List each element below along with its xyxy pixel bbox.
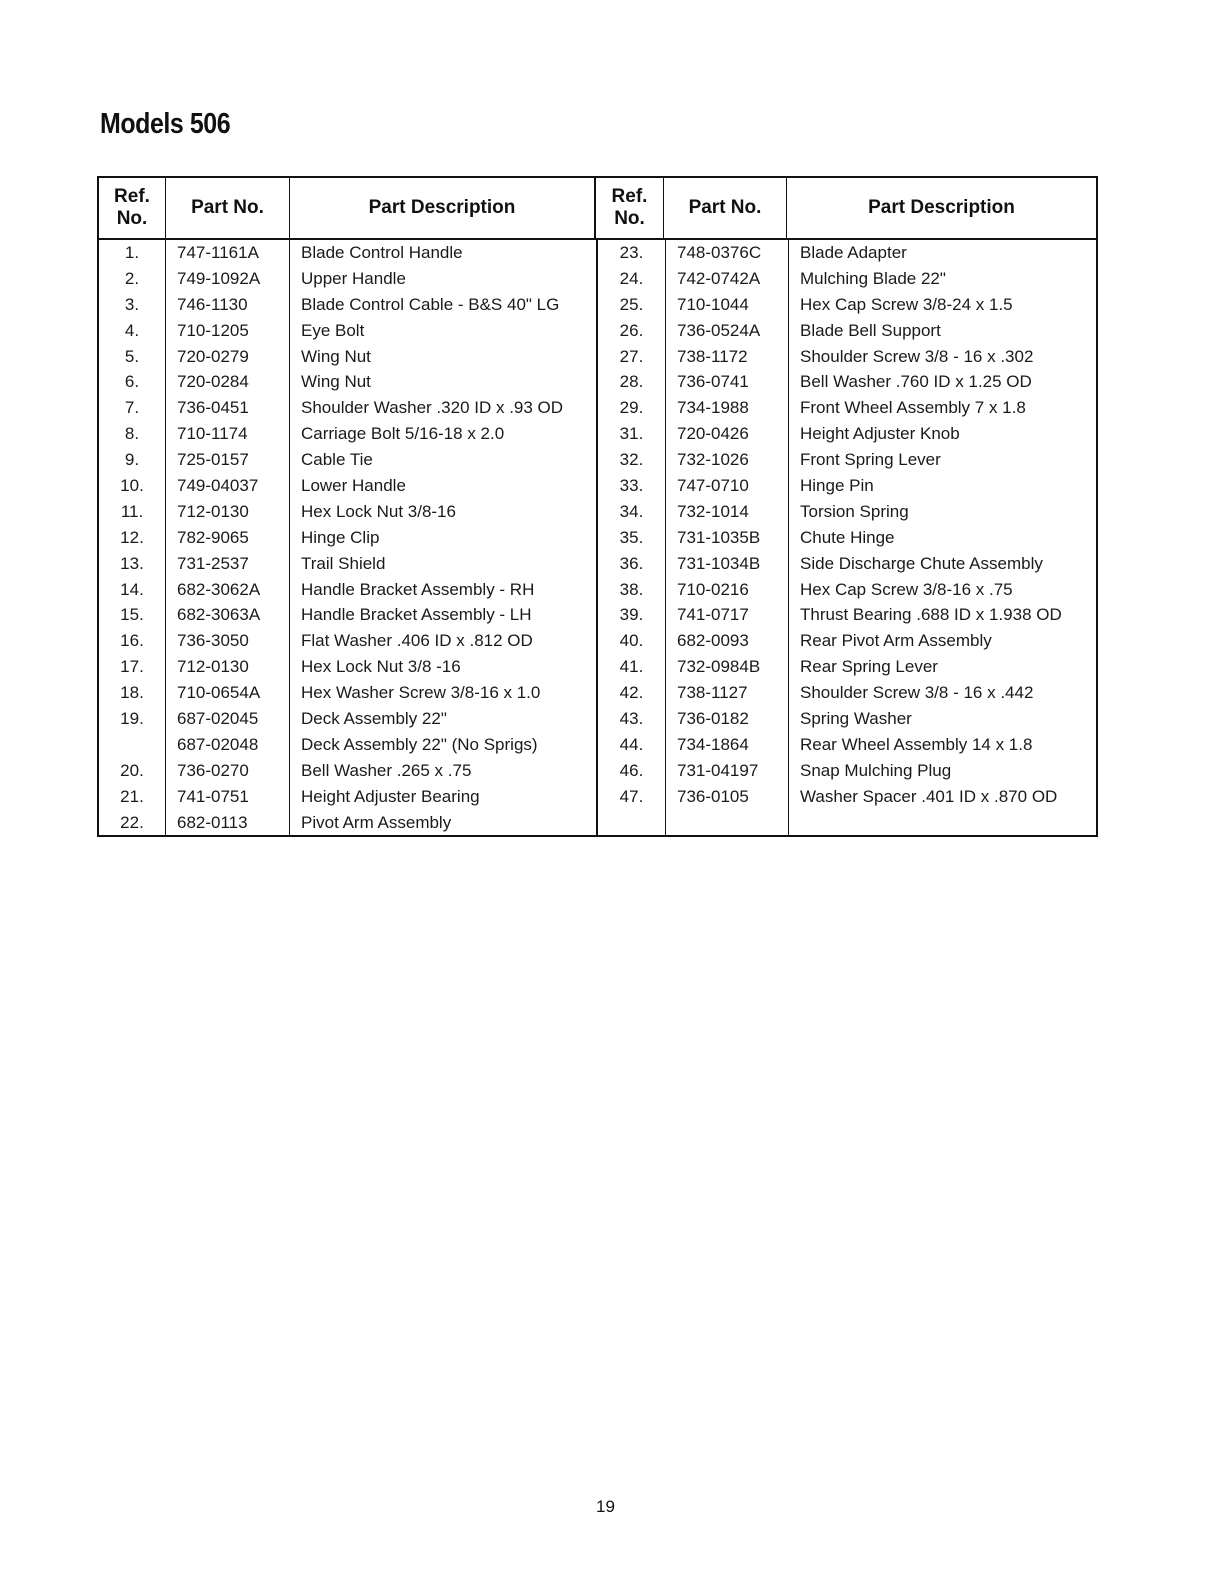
part-no-cell: 725-0157 xyxy=(166,447,290,473)
part-description-cell: Hinge Clip xyxy=(301,527,380,547)
ref-no-cell: 41. xyxy=(598,654,666,680)
part-no-cell: 748-0376C xyxy=(666,240,789,266)
part-no-cell: 731-1035B xyxy=(666,525,789,551)
table-row xyxy=(598,758,1098,784)
ref-no-cell: 26. xyxy=(598,318,666,344)
part-description-cell: Height Adjuster Bearing xyxy=(301,786,480,806)
ref-no-cell: 13. xyxy=(99,551,166,577)
part-no-cell: 749-1092A xyxy=(166,266,290,292)
empty-cell xyxy=(666,810,789,836)
part-description-cell: Blade Bell Support xyxy=(800,320,941,340)
parts-table xyxy=(97,176,1098,837)
part-no-cell: 682-0113 xyxy=(166,810,290,836)
part-no-cell: 682-0093 xyxy=(666,628,789,654)
part-no-cell: 732-1014 xyxy=(666,499,789,525)
part-description-cell: Spring Washer xyxy=(800,709,912,729)
table-row xyxy=(99,395,596,421)
table-row xyxy=(598,369,1098,395)
part-no-cell: 741-0717 xyxy=(666,602,789,628)
table-row xyxy=(598,628,1098,654)
part-no-cell: 732-0984B xyxy=(666,654,789,680)
part-no-cell: 710-0216 xyxy=(666,577,789,603)
table-row xyxy=(99,525,596,551)
table-filler xyxy=(598,810,1098,836)
table-row xyxy=(598,292,1098,318)
table-row xyxy=(99,577,596,603)
part-no-cell: 736-0182 xyxy=(666,706,789,732)
table-row xyxy=(99,266,596,292)
ref-no-cell: 35. xyxy=(598,525,666,551)
empty-cell xyxy=(598,810,666,836)
table-row xyxy=(598,577,1098,603)
part-no-cell: 710-1044 xyxy=(666,292,789,318)
part-description-cell: Rear Wheel Assembly 14 x 1.8 xyxy=(800,734,1033,754)
part-description-cell: Mulching Blade 22" xyxy=(800,268,946,288)
part-description-cell: Thrust Bearing .688 ID x 1.938 OD xyxy=(800,605,1062,625)
header-ref-no-right: Ref. No. xyxy=(596,178,664,238)
part-no-cell: 712-0130 xyxy=(166,654,290,680)
part-no-cell: 741-0751 xyxy=(166,784,290,810)
part-description-cell: Pivot Arm Assembly xyxy=(301,812,452,832)
part-description-cell: Shoulder Screw 3/8 - 16 x .302 xyxy=(800,346,1034,366)
ref-no-cell: 9. xyxy=(99,447,166,473)
table-row xyxy=(99,732,596,758)
table-row xyxy=(598,240,1098,266)
table-row xyxy=(99,628,596,654)
part-no-cell: 682-3062A xyxy=(166,577,290,603)
part-description-cell: Deck Assembly 22" xyxy=(301,709,447,729)
table-row xyxy=(598,706,1098,732)
ref-no-cell: 18. xyxy=(99,680,166,706)
part-no-cell: 720-0284 xyxy=(166,369,290,395)
ref-no-cell: 12. xyxy=(99,525,166,551)
part-no-cell: 720-0279 xyxy=(166,344,290,370)
part-no-cell: 731-04197 xyxy=(666,758,789,784)
part-description-cell: Flat Washer .406 ID x .812 OD xyxy=(301,631,533,651)
ref-no-cell: 2. xyxy=(99,266,166,292)
part-no-cell: 710-1205 xyxy=(166,318,290,344)
part-no-cell: 720-0426 xyxy=(666,421,789,447)
ref-no-cell: 47. xyxy=(598,784,666,810)
part-description-cell: Shoulder Screw 3/8 - 16 x .442 xyxy=(800,683,1034,703)
part-no-cell: 731-1034B xyxy=(666,551,789,577)
part-description-cell: Snap Mulching Plug xyxy=(800,760,952,780)
part-no-cell: 710-0654A xyxy=(166,680,290,706)
part-description-cell: Handle Bracket Assembly - LH xyxy=(301,605,532,625)
ref-no-cell: 7. xyxy=(99,395,166,421)
ref-no-cell: 32. xyxy=(598,447,666,473)
table-row xyxy=(598,602,1098,628)
table-header xyxy=(99,178,1096,240)
ref-no-cell: 23. xyxy=(598,240,666,266)
part-description-cell: Blade Control Cable - B&S 40" LG xyxy=(301,294,560,314)
part-no-cell: 749-04037 xyxy=(166,473,290,499)
table-row xyxy=(99,447,596,473)
ref-no-cell: 6. xyxy=(99,369,166,395)
part-description-cell: Side Discharge Chute Assembly xyxy=(800,553,1043,573)
table-row xyxy=(598,318,1098,344)
part-description-cell: Bell Washer .265 x .75 xyxy=(301,760,472,780)
ref-no-cell: 14. xyxy=(99,577,166,603)
table-left-half xyxy=(99,240,598,835)
part-description-cell: Height Adjuster Knob xyxy=(800,424,960,444)
part-no-cell: 687-02048 xyxy=(166,732,290,758)
part-description-cell: Cable Tie xyxy=(301,450,373,470)
table-row xyxy=(99,602,596,628)
ref-no-cell: 24. xyxy=(598,266,666,292)
table-row xyxy=(99,680,596,706)
part-no-cell: 747-1161A xyxy=(166,240,290,266)
part-description-cell: Upper Handle xyxy=(301,268,406,288)
table-row xyxy=(598,421,1098,447)
table-row xyxy=(598,499,1098,525)
header-part-no-right: Part No. xyxy=(664,178,787,238)
part-no-cell: 734-1864 xyxy=(666,732,789,758)
table-row xyxy=(99,344,596,370)
part-description-cell: Lower Handle xyxy=(301,476,406,496)
part-description-cell: Rear Spring Lever xyxy=(800,657,938,677)
ref-no-cell: 43. xyxy=(598,706,666,732)
ref-no-cell: 40. xyxy=(598,628,666,654)
table-row xyxy=(598,395,1098,421)
header-ref-no-left: Ref. No. xyxy=(99,178,166,238)
ref-no-cell: 29. xyxy=(598,395,666,421)
table-row xyxy=(99,473,596,499)
ref-no-cell: 34. xyxy=(598,499,666,525)
part-description-cell: Shoulder Washer .320 ID x .93 OD xyxy=(301,398,564,418)
table-row xyxy=(598,551,1098,577)
part-no-cell: 782-9065 xyxy=(166,525,290,551)
ref-no-cell: 21. xyxy=(99,784,166,810)
part-description-cell: Hex Lock Nut 3/8 -16 xyxy=(301,657,461,677)
part-no-cell: 747-0710 xyxy=(666,473,789,499)
table-row xyxy=(598,266,1098,292)
table-row xyxy=(99,784,596,810)
part-no-cell: 738-1127 xyxy=(666,680,789,706)
part-description-cell: Blade Control Handle xyxy=(301,243,463,262)
table-row xyxy=(598,654,1098,680)
part-description-cell: Chute Hinge xyxy=(800,527,895,547)
part-no-cell: 736-0105 xyxy=(666,784,789,810)
part-no-cell: 746-1130 xyxy=(166,292,290,318)
part-description-cell: Wing Nut xyxy=(301,346,371,366)
ref-no-cell: 28. xyxy=(598,369,666,395)
part-description-cell: Hex Washer Screw 3/8-16 x 1.0 xyxy=(301,683,541,703)
ref-no-cell: 31. xyxy=(598,421,666,447)
part-description-cell: Deck Assembly 22" (No Sprigs) xyxy=(301,734,538,754)
table-row xyxy=(99,499,596,525)
ref-no-cell: 15. xyxy=(99,602,166,628)
part-description-cell: Carriage Bolt 5/16-18 x 2.0 xyxy=(301,424,505,444)
page-title: Models 506 xyxy=(100,108,231,140)
part-description-cell: Rear Pivot Arm Assembly xyxy=(800,631,992,651)
ref-no-cell: 1. xyxy=(99,240,166,266)
ref-no-cell: 8. xyxy=(99,421,166,447)
table-row xyxy=(598,732,1098,758)
part-description-cell: Wing Nut xyxy=(301,372,371,392)
part-description-cell: Torsion Spring xyxy=(800,501,909,521)
part-no-cell: 736-0741 xyxy=(666,369,789,395)
table-row xyxy=(99,369,596,395)
ref-no-cell: 11. xyxy=(99,499,166,525)
table-row xyxy=(99,318,596,344)
table-row xyxy=(99,292,596,318)
table-row xyxy=(99,551,596,577)
table-row xyxy=(598,525,1098,551)
ref-no-cell: 10. xyxy=(99,473,166,499)
part-description-cell: Front Spring Lever xyxy=(800,450,941,470)
table-row xyxy=(598,447,1098,473)
part-no-cell: 731-2537 xyxy=(166,551,290,577)
part-description-cell: Handle Bracket Assembly - RH xyxy=(301,579,535,599)
table-row xyxy=(99,421,596,447)
part-no-cell: 710-1174 xyxy=(166,421,290,447)
part-description-cell: Washer Spacer .401 ID x .870 OD xyxy=(800,786,1058,806)
empty-cell xyxy=(789,810,1098,836)
part-description-cell: Blade Adapter xyxy=(800,243,907,262)
ref-no-cell: 38. xyxy=(598,577,666,603)
ref-no-cell: 27. xyxy=(598,344,666,370)
part-no-cell: 732-1026 xyxy=(666,447,789,473)
ref-no-cell: 16. xyxy=(99,628,166,654)
ref-no-cell: 22. xyxy=(99,810,166,836)
header-part-description-left: Part Description xyxy=(290,178,596,238)
part-no-cell: 736-3050 xyxy=(166,628,290,654)
ref-no-cell: 39. xyxy=(598,602,666,628)
ref-no-cell: 20. xyxy=(99,758,166,784)
part-description-cell: Eye Bolt xyxy=(301,320,365,340)
ref-no-cell: 44. xyxy=(598,732,666,758)
table-row xyxy=(598,473,1098,499)
ref-no-cell: 17. xyxy=(99,654,166,680)
part-description-cell: Bell Washer .760 ID x 1.25 OD xyxy=(800,372,1032,392)
part-description-cell: Hex Cap Screw 3/8-16 x .75 xyxy=(800,579,1013,599)
table-row xyxy=(99,758,596,784)
ref-no-cell: 36. xyxy=(598,551,666,577)
part-description-cell: Hex Lock Nut 3/8-16 xyxy=(301,501,456,521)
table-row xyxy=(99,654,596,680)
table-row xyxy=(598,680,1098,706)
ref-no-cell xyxy=(99,732,166,758)
ref-no-cell: 4. xyxy=(99,318,166,344)
table-row xyxy=(598,344,1098,370)
part-no-cell: 738-1172 xyxy=(666,344,789,370)
part-no-cell: 736-0524A xyxy=(666,318,789,344)
ref-no-cell: 42. xyxy=(598,680,666,706)
ref-no-cell: 3. xyxy=(99,292,166,318)
part-description-cell: Hex Cap Screw 3/8-24 x 1.5 xyxy=(800,294,1013,314)
part-no-cell: 712-0130 xyxy=(166,499,290,525)
ref-no-cell: 33. xyxy=(598,473,666,499)
table-row xyxy=(99,810,596,836)
ref-no-cell: 25. xyxy=(598,292,666,318)
table-row xyxy=(598,784,1098,810)
header-part-no-left: Part No. xyxy=(166,178,290,238)
part-description-cell: Trail Shield xyxy=(301,553,386,573)
part-description-cell: Front Wheel Assembly 7 x 1.8 xyxy=(800,398,1026,418)
part-no-cell: 736-0270 xyxy=(166,758,290,784)
header-part-description-right: Part Description xyxy=(868,197,1015,218)
table-right-half xyxy=(598,240,1098,835)
part-no-cell: 736-0451 xyxy=(166,395,290,421)
table-row xyxy=(99,706,596,732)
part-no-cell: 742-0742A xyxy=(666,266,789,292)
part-no-cell: 687-02045 xyxy=(166,706,290,732)
part-description-cell: Hinge Pin xyxy=(800,476,874,496)
part-no-cell: 682-3063A xyxy=(166,602,290,628)
table-row xyxy=(99,240,596,266)
page-number: 19 xyxy=(596,1497,615,1516)
ref-no-cell: 19. xyxy=(99,706,166,732)
ref-no-cell: 46. xyxy=(598,758,666,784)
table-body xyxy=(99,240,1096,835)
part-no-cell: 734-1988 xyxy=(666,395,789,421)
ref-no-cell: 5. xyxy=(99,344,166,370)
